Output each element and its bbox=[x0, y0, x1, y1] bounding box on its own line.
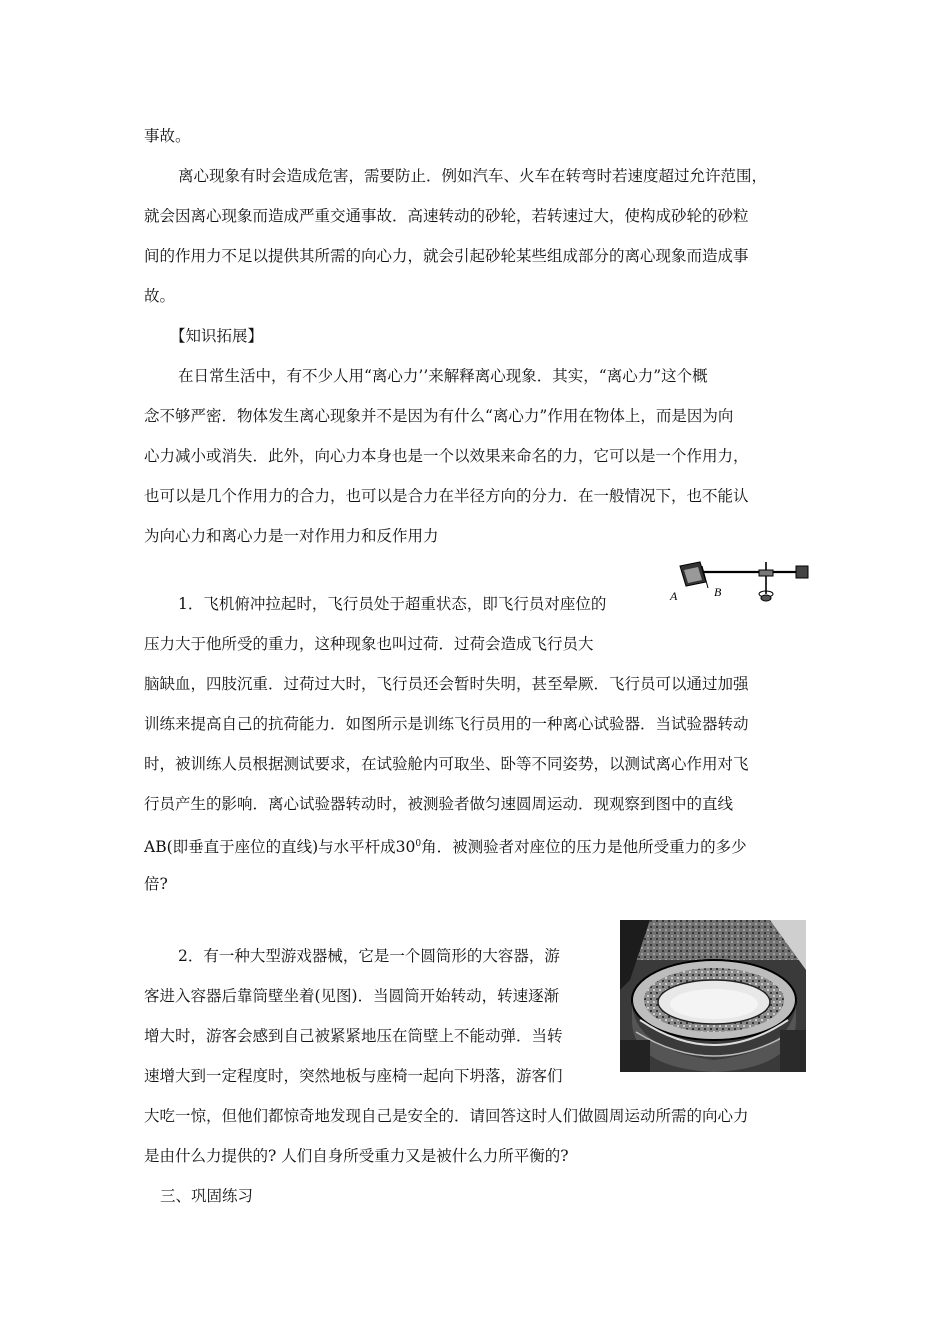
intro-line-1: 离心现象有时会造成危害，需要防止．例如汽车、火车在转弯时若速度超过允许范围， bbox=[178, 167, 768, 185]
centrifuge-figure bbox=[666, 558, 814, 610]
intro-tail-text: 事故。 bbox=[144, 127, 191, 145]
knowledge-line-2: 念不够严密．物体发生离心现象并不是因为有什么“离心力”作用在物体上，而是因为向 bbox=[144, 407, 734, 425]
knowledge-line-4: 也可以是几个作用力的合力，也可以是合力在半径方向的分力．在一般情况下，也不能认 bbox=[144, 487, 749, 505]
knowledge-line-1: 在日常生活中，有不少人用“离心力’’来解释离心现象．其实，“离心力”这个概 bbox=[178, 367, 708, 385]
q1-line-5: 时，被训练人员根据测试要求，在试验舱内可取坐、卧等不同姿势，以测试离心作用对飞 bbox=[144, 755, 749, 773]
intro-line-3: 间的作用力不足以提供其所需的向心力，就会引起砂轮某些组成部分的离心现象而造成事 bbox=[144, 247, 749, 265]
q2-line-4: 速增大到一定程度时，突然地板与座椅一起向下坍落，游客们 bbox=[144, 1067, 563, 1085]
q1-line-7-post: 角．被测验者对座位的压力是他所受重力的多少 bbox=[421, 838, 747, 856]
degree-mark: 0 bbox=[415, 839, 422, 849]
knowledge-line-5: 为向心力和离心力是一对作用力和反作用力 bbox=[144, 527, 439, 545]
section-3-heading: 三、巩固练习 bbox=[160, 1187, 254, 1205]
q1-line-2: 压力大于他所受的重力，这种现象也叫过荷．过荷会造成飞行员大 bbox=[144, 635, 594, 653]
intro-line-2: 就会因离心现象而造成严重交通事故．高速转动的砂轮，若转速过大，使构成砂轮的砂粒 bbox=[144, 207, 749, 225]
q1-line-4: 训练来提高自己的抗荷能力．如图所示是训练飞行员用的一种离心试验器．当试验器转动 bbox=[144, 715, 749, 733]
q1-line-7 bbox=[144, 834, 747, 857]
q2-line-6: 是由什么力提供的? 人们自身所受重力又是被什么力所平衡的? bbox=[144, 1147, 569, 1165]
rotor-ride-photo bbox=[620, 920, 806, 1072]
q2-line-5: 大吃一惊，但他们都惊奇地发现自己是安全的．请回答这时人们做圆周运动所需的向心力 bbox=[144, 1107, 749, 1125]
q1-line-6: 行员产生的影响．离心试验器转动时，被测验者做匀速圆周运动．现观察到图中的直线 bbox=[144, 795, 734, 813]
q1-line-1: 1．飞机俯冲拉起时，飞行员处于超重状态，即飞行员对座位的 bbox=[178, 595, 607, 613]
intro-line-4: 故。 bbox=[144, 287, 176, 305]
fig-label-b: B bbox=[714, 585, 722, 599]
knowledge-line-3: 心力减小或消失．此外，向心力本身也是一个以效果来命名的力，它可以是一个作用力， bbox=[144, 447, 749, 465]
q1-line-7-pre: AB(即垂直于座位的直线)与水平杆成30 bbox=[144, 838, 416, 856]
knowledge-heading: 【知识拓展】 bbox=[170, 327, 264, 345]
q2-line-1: 2．有一种大型游戏器械，它是一个圆筒形的大容器，游 bbox=[178, 947, 560, 965]
q1-line-8: 倍? bbox=[144, 875, 168, 893]
fig-label-a: A bbox=[670, 589, 678, 603]
q1-line-3: 脑缺血，四肢沉重．过荷过大时，飞行员还会暂时失明，甚至晕厥．飞行员可以通过加强 bbox=[144, 675, 749, 693]
q2-line-3: 增大时，游客会感到自己被紧紧地压在筒壁上不能动弹．当转 bbox=[144, 1027, 563, 1045]
q2-line-2: 客进入容器后靠筒壁坐着(见图)．当圆筒开始转动，转速逐渐 bbox=[144, 987, 560, 1005]
